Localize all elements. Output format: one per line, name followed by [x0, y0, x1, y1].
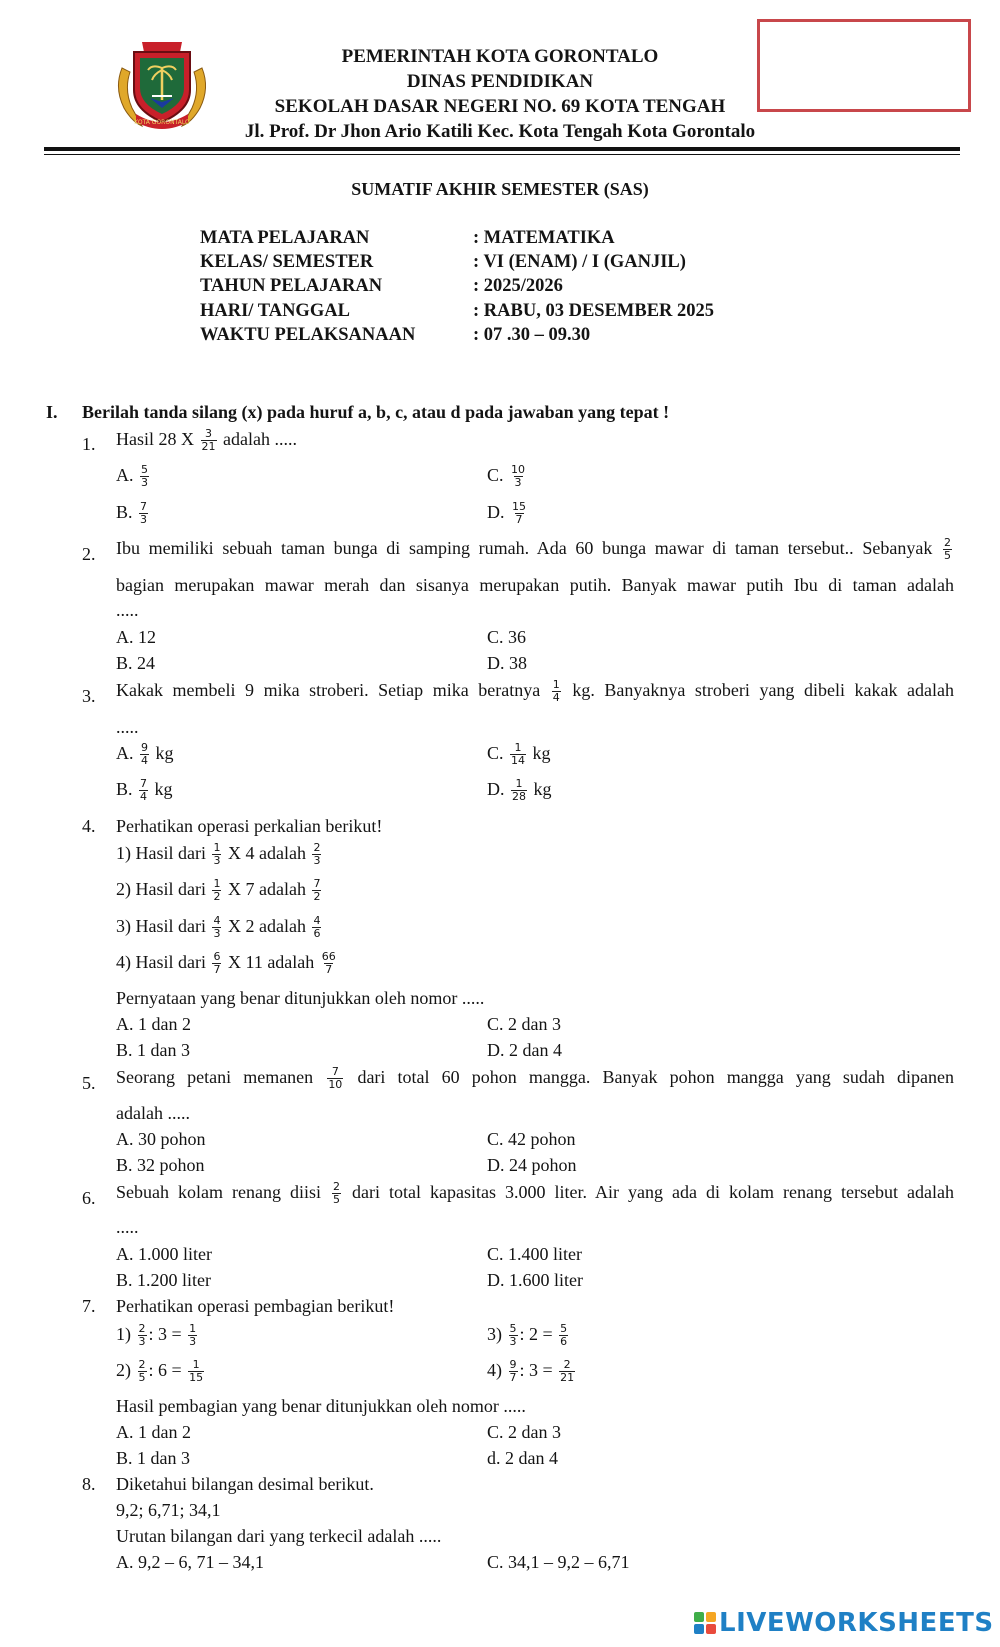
- meta-value: : MATEMATIKA: [473, 228, 615, 248]
- option-a[interactable]: A. $\frac{5}{3}$: [116, 463, 148, 490]
- meta-label: KELAS/ SEMESTER: [200, 252, 374, 272]
- option-a[interactable]: A. 1 dan 2: [116, 1422, 191, 1442]
- statement-item: 1) $\frac{2}{3}$ : 3 = $\frac{1}{3}$: [116, 1322, 197, 1349]
- option-b[interactable]: B. 1 dan 3: [116, 1448, 190, 1468]
- question-number: 8.: [82, 1474, 96, 1494]
- header-government: PEMERINTAH KOTA GORONTALO: [341, 46, 659, 67]
- option-c[interactable]: C. 34,1 – 9,2 – 6,71: [487, 1552, 630, 1572]
- question-number: 2.: [82, 544, 96, 564]
- number-list: 9,2; 6,71; 34,1: [116, 1500, 221, 1520]
- option-a[interactable]: A. 30 pohon: [116, 1129, 206, 1149]
- coat-of-arms-icon: [112, 38, 212, 136]
- svg-text:KOTA GORONTALO: KOTA GORONTALO: [134, 119, 190, 126]
- meta-value: : VI (ENAM) / I (GANJIL): [473, 252, 686, 272]
- question-text: Diketahui bilangan desimal berikut.: [116, 1474, 374, 1494]
- option-a[interactable]: A. 9,2 – 6, 71 – 34,1: [116, 1552, 264, 1572]
- question-number: 3.: [82, 686, 96, 706]
- meta-label: HARI/ TANGGAL: [200, 301, 350, 321]
- header-rule-thick: [44, 147, 960, 151]
- option-d[interactable]: D. 1.600 liter: [487, 1270, 583, 1290]
- statement-item: 4) Hasil dari $\frac{6}{7}$ X 11 adalah $\frac{66}{7}$: [116, 950, 336, 977]
- header-department: DINAS PENDIDIKAN: [406, 71, 594, 92]
- fraction: $\frac{3}{21}$: [201, 427, 216, 454]
- question-text: Perhatikan operasi pembagian berikut!: [116, 1296, 395, 1316]
- option-d[interactable]: D. 2 dan 4: [487, 1040, 562, 1060]
- option-a[interactable]: A. 1 dan 2: [116, 1014, 191, 1034]
- option-d[interactable]: D. $\frac{1}{28}$ kg: [487, 777, 552, 804]
- meta-label: MATA PELAJARAN: [200, 228, 370, 248]
- question-text: Hasil pembagian yang benar ditunjukkan oleh nomor .....: [116, 1396, 526, 1416]
- meta-value: : 07 .30 – 09.30: [473, 325, 591, 345]
- question-text: .....: [116, 600, 139, 620]
- option-b[interactable]: B. 32 pohon: [116, 1155, 205, 1175]
- option-b[interactable]: B. 1.200 liter: [116, 1270, 211, 1290]
- question-number: 1.: [82, 434, 96, 454]
- question-text: Hasil 28 X $\frac{3}{21}$ adalah .....: [116, 427, 297, 454]
- option-a[interactable]: A. 1.000 liter: [116, 1244, 212, 1264]
- liveworksheets-icon: [694, 1612, 716, 1634]
- option-d[interactable]: D. 38: [487, 653, 527, 673]
- statement-item: 2) $\frac{2}{5}$ : 6 = $\frac{1}{15}$: [116, 1358, 204, 1385]
- statement-item: 3) Hasil dari $\frac{4}{3}$ X 2 adalah $\frac{4}{6}$: [116, 914, 321, 941]
- section-instruction: Berilah tanda silang (x) pada huruf a, b, c, atau d pada jawaban yang tepat !: [82, 402, 670, 422]
- option-d[interactable]: d. 2 dan 4: [487, 1448, 558, 1468]
- meta-value: : RABU, 03 DESEMBER 2025: [473, 301, 715, 321]
- statement-item: 4) $\frac{9}{7}$ : 3 = $\frac{2}{21}$: [487, 1358, 575, 1385]
- meta-label: WAKTU PELAKSANAAN: [200, 325, 416, 345]
- question-number: 5.: [82, 1073, 96, 1093]
- statement-item: 2) Hasil dari $\frac{1}{2}$ X 7 adalah $\frac{7}{2}$: [116, 877, 321, 904]
- question-number: 4.: [82, 816, 96, 836]
- option-a[interactable]: A. $\frac{9}{4}$ kg: [116, 741, 174, 768]
- question-number: 7.: [82, 1296, 96, 1316]
- statement-item: 3) $\frac{5}{3}$ : 2 = $\frac{5}{6}$: [487, 1322, 568, 1349]
- section-number: I.: [46, 402, 58, 422]
- exam-title: SUMATIF AKHIR SEMESTER (SAS): [351, 179, 649, 199]
- question-text: Kakak membeli 9 mika stroberi. Setiap mika beratnya $\frac{1}{4}$ kg. Banyaknya stroberi yang dibeli kakak adalah: [116, 678, 955, 705]
- option-c[interactable]: C. $\frac{1}{14}$ kg: [487, 741, 551, 768]
- header-school: SEKOLAH DASAR NEGERI NO. 69 KOTA TENGAH: [274, 96, 726, 117]
- option-b[interactable]: B. $\frac{7}{3}$: [116, 500, 148, 527]
- option-c[interactable]: C. 2 dan 3: [487, 1014, 561, 1034]
- liveworksheets-logo: [694, 1608, 994, 1638]
- option-b[interactable]: B. $\frac{7}{4}$ kg: [116, 777, 173, 804]
- fraction: $\frac{7}{10}$: [328, 1065, 343, 1092]
- option-a[interactable]: A. 12: [116, 627, 156, 647]
- score-box[interactable]: [757, 19, 971, 112]
- option-c[interactable]: C. $\frac{10}{3}$: [487, 463, 526, 490]
- question-text: Pernyataan yang benar ditunjukkan oleh nomor .....: [116, 988, 485, 1008]
- question-text: Sebuah kolam renang diisi $\frac{2}{5}$ dari total kapasitas 3.000 liter. Air yang ada di kolam renang tersebut adalah: [116, 1180, 954, 1207]
- fraction: $\frac{1}{4}$: [552, 678, 560, 705]
- option-b[interactable]: B. 1 dan 3: [116, 1040, 190, 1060]
- question-text: .....: [116, 1217, 139, 1237]
- school-logo: [112, 38, 212, 136]
- question-text: Seorang petani memanen $\frac{7}{10}$ dari total 60 pohon mangga. Banyak pohon mangga yang sudah dipanen: [116, 1065, 955, 1092]
- question-text: bagian merupakan mawar merah dan sisanya merupakan putih. Banyak mawar putih Ibu di taman adalah: [116, 575, 954, 595]
- meta-label: TAHUN PELAJARAN: [200, 276, 383, 296]
- option-c[interactable]: C. 42 pohon: [487, 1129, 576, 1149]
- question-number: 6.: [82, 1188, 96, 1208]
- option-d[interactable]: D. 24 pohon: [487, 1155, 577, 1175]
- fraction: $\frac{2}{5}$: [944, 536, 951, 563]
- option-c[interactable]: C. 2 dan 3: [487, 1422, 561, 1442]
- meta-value: : 2025/2026: [473, 276, 563, 296]
- brand-text: LIVEWORKSHEETS: [719, 1608, 994, 1638]
- option-c[interactable]: C. 36: [487, 627, 527, 647]
- question-text: adalah .....: [116, 1103, 190, 1123]
- question-text: Ibu memiliki sebuah taman bunga di samping rumah. Ada 60 bunga mawar di taman tersebut.. Sebanyak $\frac{2}{5}$: [116, 536, 951, 563]
- question-text: .....: [116, 717, 139, 737]
- option-d[interactable]: D. $\frac{15}{7}$: [487, 500, 526, 527]
- header-rule-thin: [44, 154, 960, 155]
- question-text: Perhatikan operasi perkalian berikut!: [116, 816, 383, 836]
- option-c[interactable]: C. 1.400 liter: [487, 1244, 582, 1264]
- fraction: $\frac{2}{5}$: [333, 1180, 341, 1207]
- option-b[interactable]: B. 24: [116, 653, 156, 673]
- statement-item: 1) Hasil dari $\frac{1}{3}$ X 4 adalah $\frac{2}{3}$: [116, 841, 321, 868]
- question-text: Urutan bilangan dari yang terkecil adalah .....: [116, 1526, 442, 1546]
- header-address: Jl. Prof. Dr Jhon Ario Katili Kec. Kota Tengah Kota Gorontalo: [244, 121, 756, 142]
